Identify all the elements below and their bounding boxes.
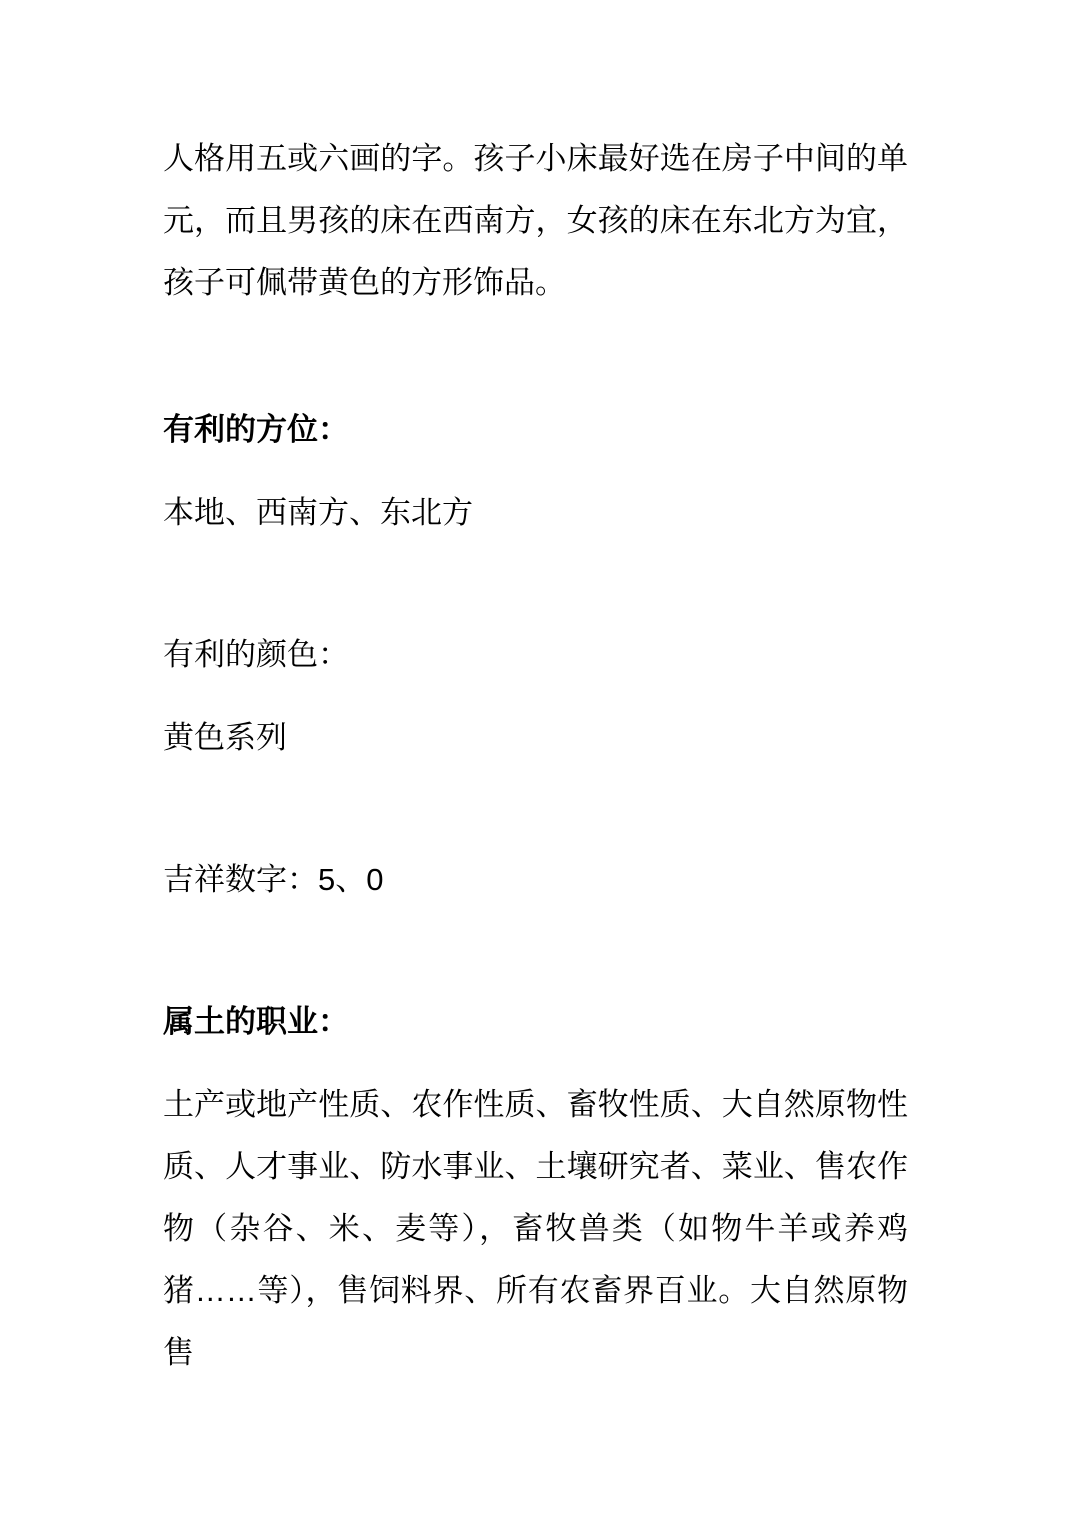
favorable-directions-heading: 有利的方位： (163, 412, 349, 447)
favorable-colors-value: 黄色系列 (163, 720, 287, 755)
favorable-colors-label: 有利的颜色： (163, 637, 349, 672)
earth-occupations-heading: 属土的职业： (163, 1004, 349, 1039)
intro-paragraph: 人格用五或六画的字。孩子小床最好选在房子中间的单元，而且男孩的床在西南方，女孩的床在东北方为宜，孩子可佩带黄色的方形饰品。 (163, 141, 908, 300)
favorable-directions-value: 本地、西南方、东北方 (163, 495, 473, 530)
lucky-numbers-text: 吉祥数字：5、0 (163, 862, 384, 897)
earth-occupations-paragraph: 土产或地产性质、农作性质、畜牧性质、大自然原物性质、人才事业、防水事业、土壤研究者、菜业、售农作物（杂谷、米、麦等），畜牧兽类（如物牛羊或养鸡猪……等），售饲料界、所有农畜界百业。大自然原物售 (163, 1087, 908, 1370)
